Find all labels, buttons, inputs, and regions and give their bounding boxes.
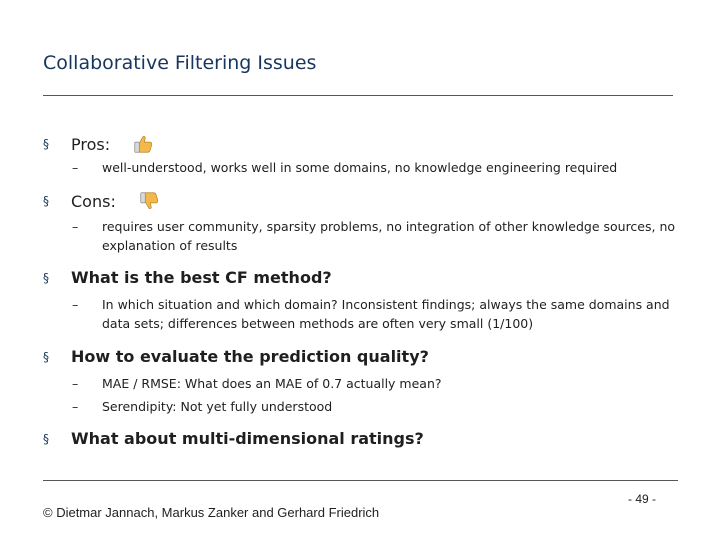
slide-title: Collaborative Filtering Issues [43,52,317,74]
sub-bullet [72,397,682,416]
sub-dash: – [72,376,79,391]
sub-dash: – [72,160,79,175]
bullet-marker: § [43,349,49,364]
sub-bullet [72,217,682,255]
bullet-multi-dim [43,429,424,448]
bullet-label-multi-dim: What about multi-dimensional ratings? [71,429,424,448]
bullet-label-best-method: What is the best CF method? [71,268,332,287]
bullet-marker: § [43,194,49,208]
sub-text: In which situation and which domain? Inconsistent findings; always the same domains and data sets; differences between methods are often very small (1/100) [102,297,670,331]
bullet-best-method [43,268,332,287]
bullet-marker: § [43,270,49,285]
bullet-pros [43,133,154,155]
bullet-label-pros: Pros: [71,134,111,154]
bullet-cons [43,190,160,212]
sub-text: MAE / RMSE: What does an MAE of 0.7 actually mean? [102,376,442,391]
page-number: - 49 - [628,492,657,506]
sub-text: Serendipity: Not yet fully understood [102,399,333,414]
sub-text: requires user community, sparsity problems, no integration of other knowledge sources, no explanation of results [102,219,676,253]
sub-bullet [72,374,682,393]
bullet-evaluate [43,347,429,366]
thumbs-up-icon [132,133,154,155]
thumbs-down-icon [138,190,160,212]
sub-text: well-understood, works well in some domains, no knowledge engineering required [102,160,618,175]
sub-dash: – [72,219,79,234]
title-divider [43,95,673,96]
bullet-marker: § [43,431,49,446]
bullet-label-cons: Cons: [71,191,116,211]
footer-credits: © Dietmar Jannach, Markus Zanker and Gerhard Friedrich [43,505,380,520]
bullet-label-evaluate: How to evaluate the prediction quality? [71,347,429,366]
sub-bullet [72,295,682,333]
footer-divider [43,480,678,481]
bullet-marker: § [43,137,49,151]
sub-bullet [72,158,682,177]
sub-dash: – [72,297,79,312]
sub-dash: – [72,399,79,414]
